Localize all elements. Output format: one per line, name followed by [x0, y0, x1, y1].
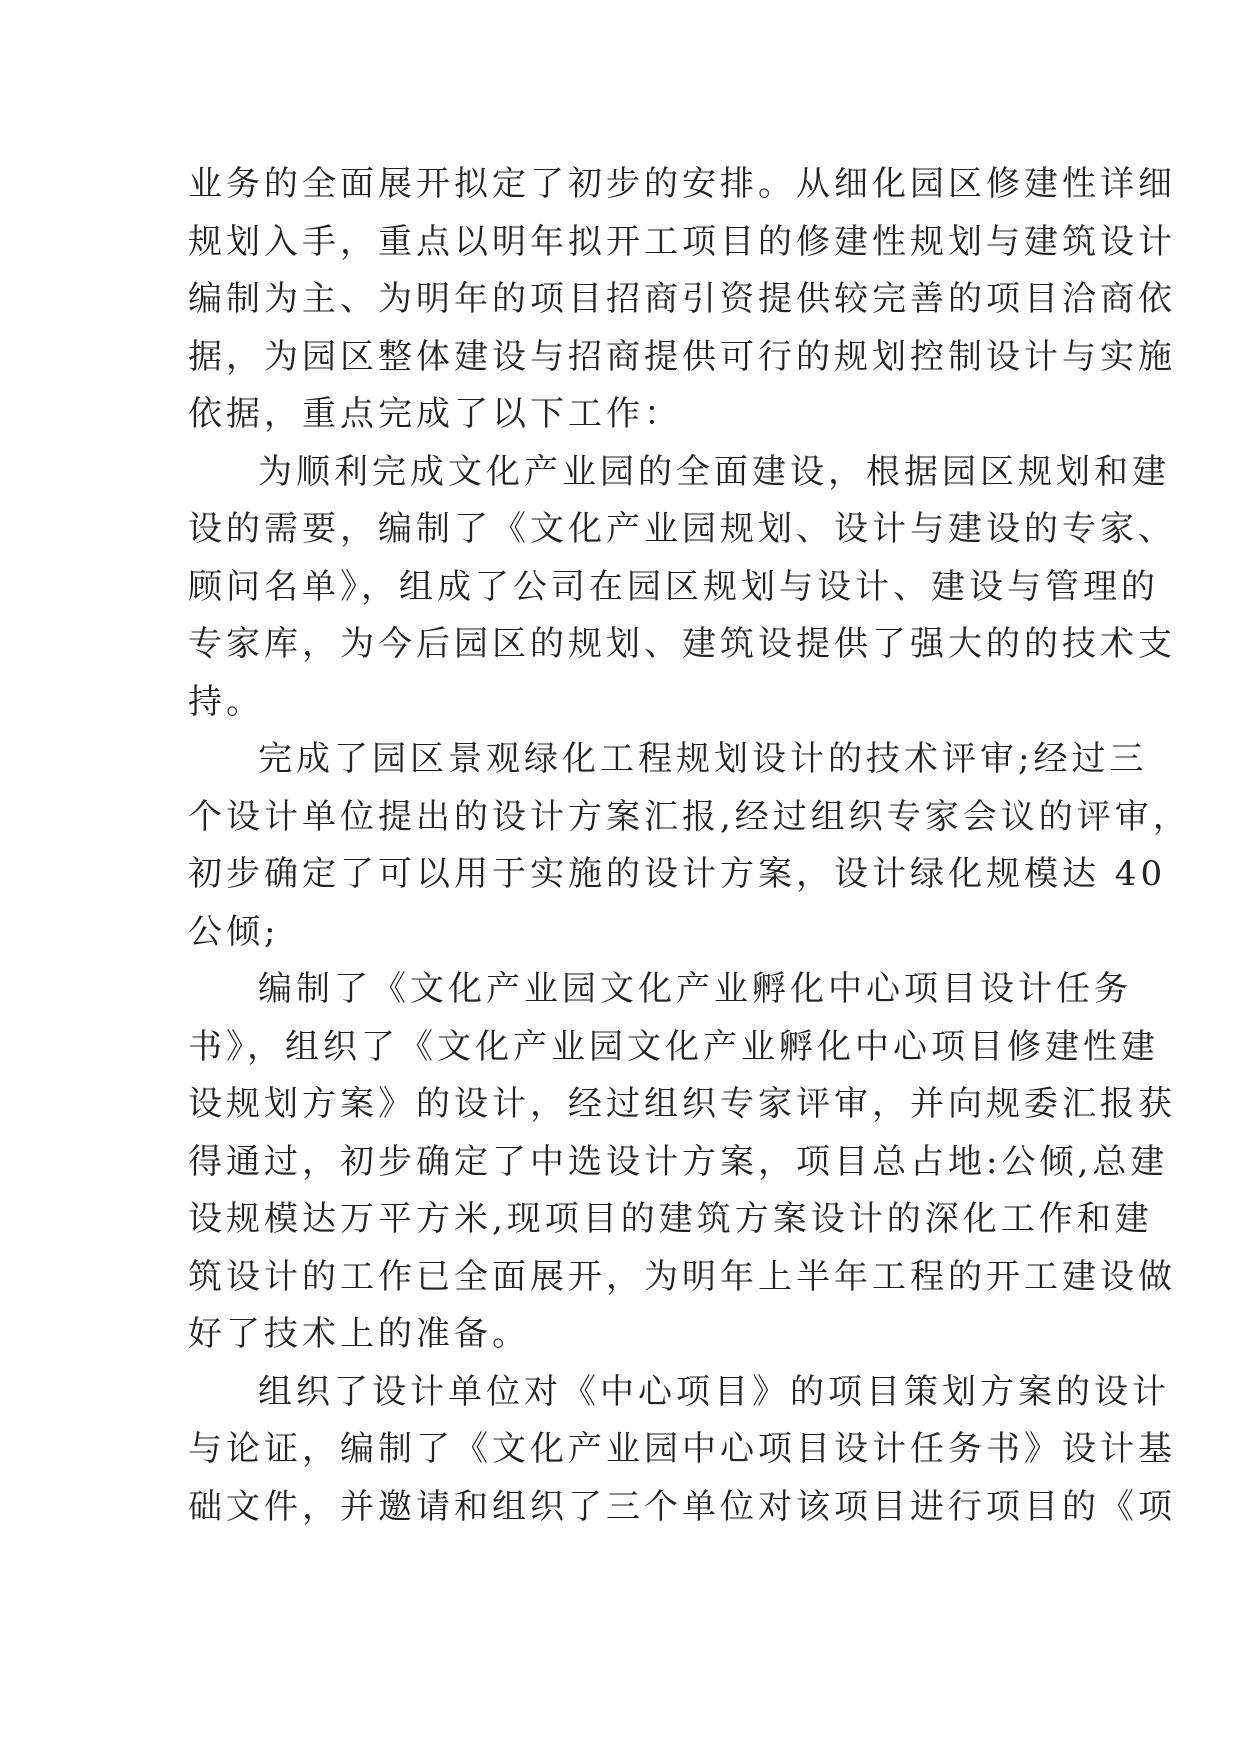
text-line: 好了技术上的准备。: [188, 1314, 530, 1354]
text-line: 顾问名单》，组成了公司在园区规划与设计、建设与管理的: [188, 566, 1159, 607]
paragraph-first-line: 组织了设计单位对《中心项目》的项目策划方案的设计: [258, 1371, 1170, 1412]
text-line: 设的需要，编制了《文化产业园规划、设计与建设的专家、: [188, 509, 1176, 549]
text-line: 书》，组织了《文化产业园文化产业孵化中心项目修建性建: [188, 1026, 1159, 1067]
text-line: 专家库，为今后园区的规划、建筑设提供了强大的的技术支: [188, 624, 1176, 664]
text-line: 个设计单位提出的设计方案汇报,经过组织专家会议的评审，: [188, 796, 1191, 837]
text-line: 初步确定了可以用于实施的设计方案，设计绿化规模达 40: [188, 854, 1167, 894]
text-line: 据，为园区整体建设与招商提供可行的规划控制设计与实施: [188, 336, 1176, 377]
text-line: 设规模达万平方米,现项目的建筑方案设计的深化工作和建: [188, 1199, 1153, 1239]
body-text: [188, 156, 1191, 1536]
text-line: 规划入手，重点以明年拟开工项目的修建性规划与建筑设计: [188, 221, 1176, 262]
paragraph-first-line: 完成了园区景观绿化工程规划设计的技术评审;经过三: [258, 739, 1148, 779]
paragraph-first-line: 编制了《文化产业园文化产业孵化中心项目设计任务: [258, 969, 1132, 1009]
text-line: 础文件，并邀请和组织了三个单位对该项目进行项目的《项: [188, 1486, 1176, 1527]
text-line: 公倾;: [188, 911, 280, 952]
paragraph-first-line: 为顺利完成文化产业园的全面建设，根据园区规划和建: [258, 451, 1170, 492]
text-line: 得通过，初步确定了中选设计方案，项目总占地:公倾,总建: [188, 1141, 1169, 1182]
text-line: 与论证，编制了《文化产业园中心项目设计任务书》设计基: [188, 1429, 1176, 1469]
text-line: 编制为主、为明年的项目招商引资提供较完善的项目洽商依: [188, 279, 1176, 319]
text-line: 筑设计的工作已全面展开，为明年上半年工程的开工建设做: [188, 1256, 1176, 1297]
text-line: 依据，重点完成了以下工作：: [188, 394, 682, 434]
text-line: 业务的全面展开拟定了初步的安排。从细化园区修建性详细: [188, 164, 1176, 204]
text-line: 持。: [188, 681, 264, 722]
text-line: 设规划方案》的设计，经过组织专家评审，并向规委汇报获: [188, 1084, 1176, 1124]
